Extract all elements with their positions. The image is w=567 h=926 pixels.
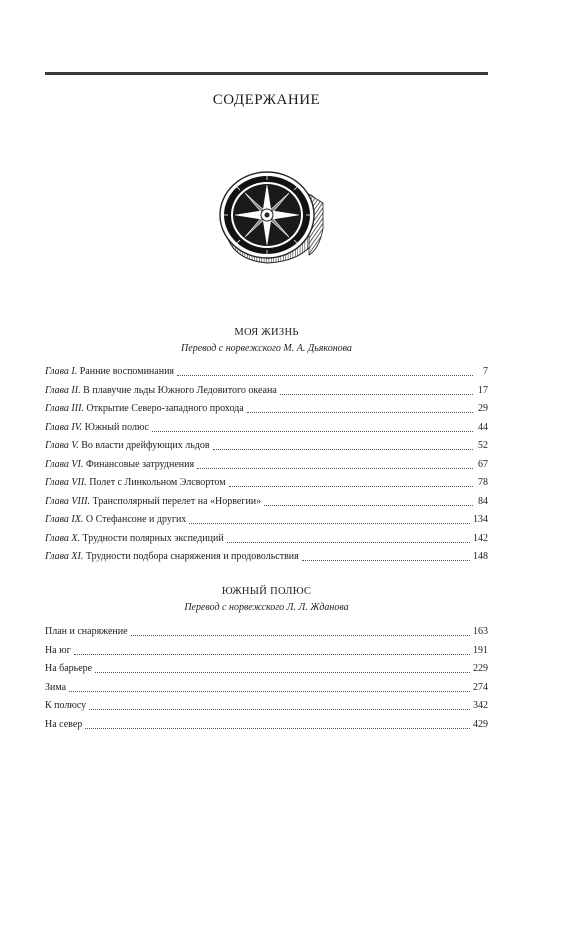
toc-entry[interactable] <box>45 697 488 716</box>
toc-entry[interactable] <box>45 437 488 456</box>
dot-leader <box>229 477 473 487</box>
dot-leader <box>74 645 470 655</box>
dot-leader <box>85 719 470 729</box>
dot-leader <box>247 403 473 413</box>
page-number: 229 <box>473 663 488 674</box>
toc-entry[interactable] <box>45 456 488 475</box>
dot-leader <box>177 366 473 376</box>
chapter-title: План и снаряжение <box>45 626 128 637</box>
chapter-number: Глава XI. <box>45 551 84 562</box>
toc-entry[interactable] <box>45 363 488 382</box>
chapter-title: Ранние воспоминания <box>79 366 175 377</box>
chapter-title: В плавучие льды Южного Ледовитого океана <box>83 384 277 396</box>
chapter-number: Глава II. <box>45 384 81 396</box>
page-number: 7 <box>483 366 488 377</box>
toc-entry[interactable] <box>45 511 488 530</box>
chapter-title: Зима <box>45 681 67 693</box>
dot-leader <box>280 385 473 395</box>
chapter-number: Глава V. <box>45 440 79 451</box>
page-number: 44 <box>478 421 488 433</box>
chapter-title: Трансполярный перелет на «Норвегии» <box>92 495 262 507</box>
toc-entry[interactable] <box>45 400 488 419</box>
dot-leader <box>131 626 470 636</box>
dot-leader <box>69 682 470 692</box>
toc-entry[interactable] <box>45 382 488 401</box>
page-number: 29 <box>478 403 488 414</box>
dot-leader <box>89 700 470 710</box>
toc-entry[interactable] <box>45 419 488 438</box>
toc-list-my-life <box>45 363 488 567</box>
chapter-title: На север <box>45 718 83 730</box>
chapter-title: О Стефансоне и других <box>85 514 187 525</box>
chapter-title: Открытие Северо-западного прохода <box>86 403 244 414</box>
toc-entry[interactable] <box>45 474 488 493</box>
chapter-title: На юг <box>45 644 71 656</box>
page-number: 163 <box>473 626 488 637</box>
dot-leader <box>95 663 470 673</box>
toc-list-south-pole <box>45 623 488 734</box>
chapter-title: Южный полюс <box>84 421 149 433</box>
toc-entry[interactable] <box>45 642 488 661</box>
chapter-number: Глава I. <box>45 366 78 377</box>
section-subheading-south-pole: Перевод с норвежского Л. Л. Жданова <box>184 602 349 613</box>
section-subheading-my-life: Перевод с норвежского М. А. Дьяконова <box>181 343 352 354</box>
page-title: СОДЕРЖАНИЕ <box>212 92 321 108</box>
chapter-title: К полюсу <box>45 700 87 711</box>
compass-rose-icon <box>211 163 331 271</box>
chapter-title: Полет с Линкольном Элсвортом <box>89 477 226 488</box>
page-number: 342 <box>473 700 488 711</box>
dot-leader <box>197 459 473 469</box>
dot-leader <box>189 514 470 524</box>
toc-entry[interactable] <box>45 679 488 698</box>
chapter-title: Финансовые затруднения <box>85 458 195 470</box>
chapter-number: Глава III. <box>45 403 84 414</box>
chapter-title: Трудности подбора снаряжения и продовольствия <box>85 551 299 562</box>
page-number: 274 <box>473 681 488 693</box>
chapter-title: Трудности полярных экспедиций <box>82 532 224 544</box>
page-number: 142 <box>473 532 488 544</box>
chapter-number: Глава VIII. <box>45 495 91 507</box>
section-heading-my-life: МОЯ ЖИЗНЬ <box>234 327 299 338</box>
toc-entry[interactable] <box>45 493 488 512</box>
dot-leader <box>302 551 470 561</box>
chapter-number: Глава VII. <box>45 477 87 488</box>
dot-leader <box>227 533 470 543</box>
dot-leader <box>213 440 473 450</box>
section-heading-south-pole: ЮЖНЫЙ ПОЛЮС <box>221 586 312 597</box>
page-number: 17 <box>478 384 488 396</box>
page-number: 148 <box>473 551 488 562</box>
chapter-number: Глава IV. <box>45 421 83 433</box>
chapter-number: Глава IX. <box>45 514 84 525</box>
dot-leader <box>264 496 473 506</box>
toc-entry[interactable] <box>45 660 488 679</box>
page-number: 134 <box>473 514 488 525</box>
page-number: 191 <box>473 644 488 656</box>
dot-leader <box>152 422 473 432</box>
toc-entry[interactable] <box>45 548 488 567</box>
top-rule <box>45 72 488 75</box>
page-number: 84 <box>478 495 488 507</box>
toc-entry[interactable] <box>45 623 488 642</box>
page-number: 67 <box>478 458 488 470</box>
chapter-number: Глава VI. <box>45 458 84 470</box>
page-number: 78 <box>478 477 488 488</box>
chapter-number: Глава X. <box>45 532 81 544</box>
chapter-title: Во власти дрейфующих льдов <box>81 440 210 451</box>
page-number: 429 <box>473 718 488 730</box>
toc-entry[interactable] <box>45 716 488 735</box>
chapter-title: На барьере <box>45 663 93 674</box>
toc-entry[interactable] <box>45 530 488 549</box>
page-number: 52 <box>478 440 488 451</box>
